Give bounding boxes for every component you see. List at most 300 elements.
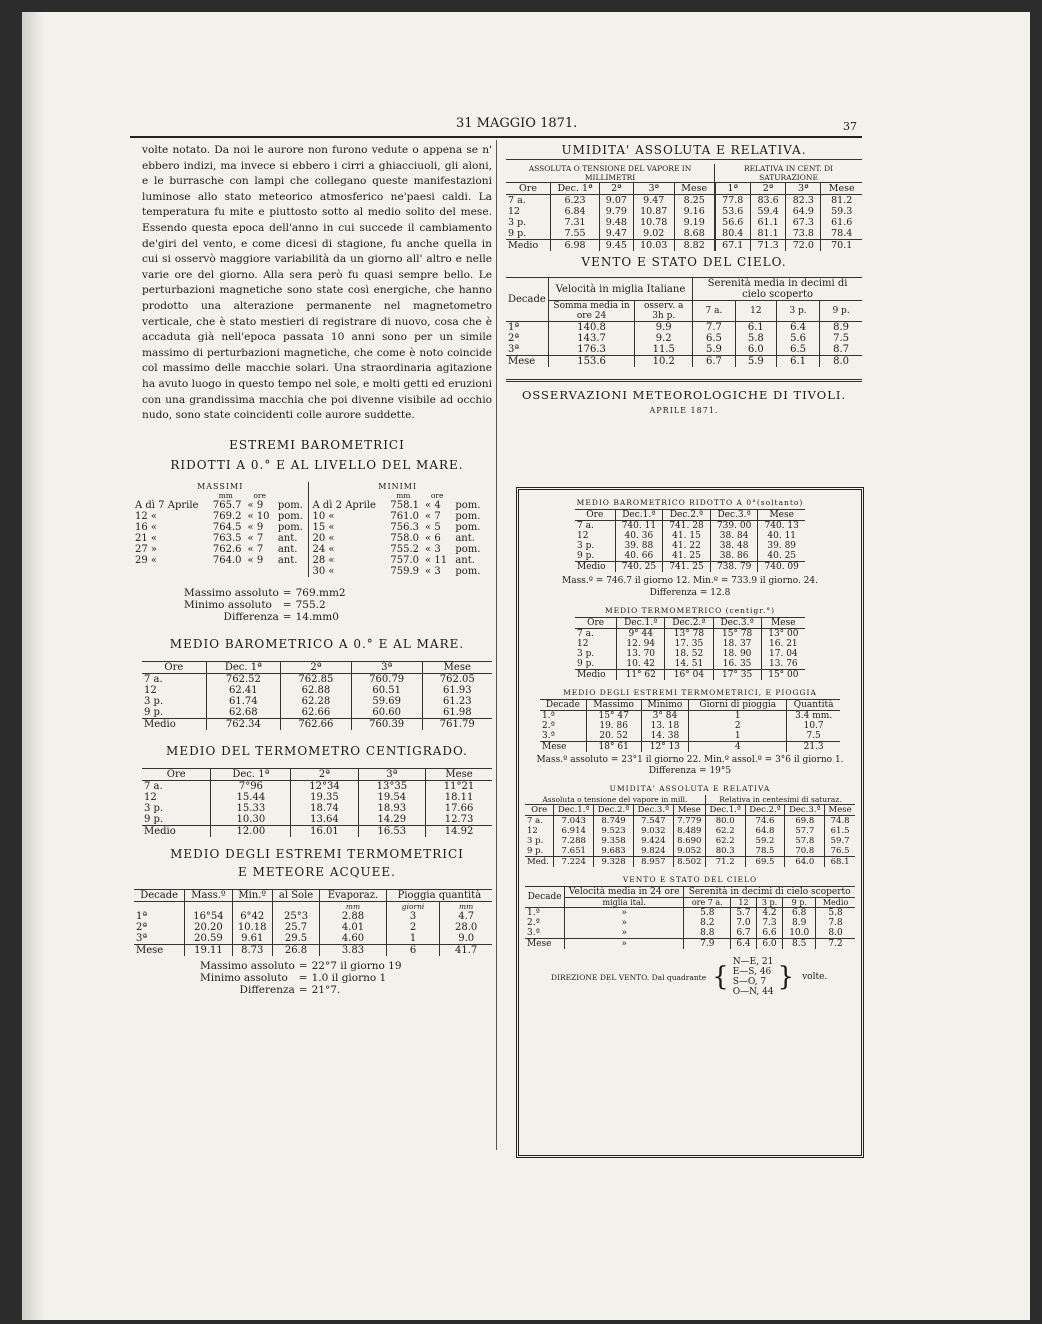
table-cell: 21.3	[787, 742, 840, 753]
table-row	[525, 908, 855, 919]
column-header: Mese	[674, 183, 714, 195]
table-cell: 9.424	[633, 836, 673, 846]
table-cell: 6.6	[756, 928, 783, 939]
table-cell: « 9	[247, 554, 264, 566]
table-cell: 11.5	[635, 344, 693, 356]
medio-baro-table	[142, 661, 492, 730]
table-cell: 8.489	[673, 826, 705, 836]
unit-ore: ore	[430, 490, 444, 500]
table-cell: 68.1	[825, 857, 855, 868]
table-cell: 762.66	[281, 718, 352, 730]
table-row	[142, 707, 492, 719]
table-cell: 757.0	[390, 554, 420, 566]
table-row	[525, 857, 855, 868]
table-cell: 10.0	[783, 928, 816, 939]
table-cell: 9.683	[594, 846, 634, 857]
table-cell: 78.4	[821, 228, 862, 240]
table-cell: 18.74	[291, 803, 358, 814]
table-cell: 19.54	[358, 792, 425, 803]
table-cell: 3	[386, 911, 440, 922]
table-cell: 56.6	[715, 217, 751, 228]
table-row	[506, 356, 862, 368]
table-cell: 14.92	[426, 825, 492, 837]
table-cell: 8.2	[684, 918, 731, 928]
table-row	[575, 551, 805, 562]
table-cell: 17. 04	[761, 649, 805, 659]
unit-cell: mm	[320, 901, 387, 911]
table-cell: 1.ª	[542, 711, 555, 721]
table-cell: « 5	[425, 521, 441, 533]
column-header: Dec.2.ª	[663, 510, 711, 521]
column-header: Ore	[506, 183, 550, 195]
table-cell: 10 «	[312, 510, 335, 522]
table-row	[132, 555, 486, 566]
table-cell: 38. 86	[710, 551, 758, 562]
table-cell: 758.0	[390, 532, 420, 544]
table-cell: 9.79	[600, 206, 633, 217]
summary-label: Massimo assoluto	[200, 959, 295, 972]
table-cell: 8.957	[633, 857, 673, 868]
table-cell: 9 p.	[527, 846, 544, 856]
estremi-subtitle: RIDOTTI A 0.° E AL LIVELLO DEL MARE.	[170, 457, 464, 472]
table-cell: 59.7	[825, 836, 855, 846]
table-cell: Mese	[525, 939, 565, 950]
summary-value: 755.2	[295, 598, 326, 611]
table-cell: 64.8	[745, 826, 785, 836]
table-cell: 39. 88	[615, 541, 663, 551]
table-cell: 40. 66	[615, 551, 663, 562]
table-cell: 17.66	[426, 803, 492, 814]
table-cell: 62.41	[206, 685, 280, 696]
estremi-title: ESTREMI BAROMETRICI	[229, 437, 405, 452]
table-cell: 15.33	[211, 803, 291, 814]
header-rule	[130, 136, 862, 138]
summary-value: 22°7 il giorno 19	[311, 959, 402, 972]
table-cell: 28.0	[440, 922, 492, 933]
tivoli-title: OSSERVAZIONI METEOROLOGICHE DI TIVOLI.	[521, 388, 847, 402]
column-header: Mese	[422, 661, 492, 673]
direzione-item: O—N, 44	[732, 987, 774, 997]
header-date: 31 MAGGIO 1871.	[456, 116, 578, 131]
column-header: Dec.1.ª	[705, 805, 745, 816]
table-cell: 40. 25	[758, 551, 805, 562]
table-cell: 16°54	[185, 911, 232, 922]
table-cell: 6.5	[776, 344, 819, 356]
tivoli-estremi-mass: Mass.º assoluto = 23°1 il giorno 22. Min.º assol.º = 3°6 il giorno 1.	[536, 755, 844, 765]
column-header: Pioggia quantità	[386, 889, 492, 901]
table-cell	[207, 566, 244, 577]
table-cell: 8.5	[783, 939, 816, 950]
tivoli-umid-title: UMIDITA' ASSOLUTA E RELATIVA	[609, 784, 771, 793]
table-cell: 7 a.	[577, 629, 594, 639]
medio-baro-title: MEDIO BAROMETRICO A 0.° E AL MARE.	[169, 636, 465, 651]
umidita-table	[506, 164, 862, 251]
table-cell: pom.	[275, 522, 309, 533]
column-subheader: 12	[735, 301, 776, 322]
table-cell: ant.	[275, 555, 309, 566]
table-cell: 16. 35	[713, 659, 761, 670]
table-cell: 6.1	[776, 356, 819, 368]
table-cell: 7.043	[554, 816, 594, 827]
table-cell: 40. 11	[758, 531, 805, 541]
table-cell: 3 p.	[144, 695, 164, 707]
table-cell: 7.7	[693, 322, 736, 334]
table-cell: 7.2	[816, 939, 855, 950]
table-cell: ant.	[455, 554, 475, 566]
column-header: Massimo	[586, 700, 641, 711]
table-cell: 17. 35	[665, 639, 713, 649]
table-cell: 7 a.	[508, 195, 526, 206]
table-cell: 2.ª	[542, 721, 555, 731]
table-cell: « 4	[425, 499, 441, 511]
table-cell: 755.2	[390, 543, 420, 555]
table-cell: 15° 78	[713, 629, 761, 640]
table-cell: A dì 2 Aprile	[312, 499, 376, 511]
unit-cell: mm	[440, 901, 492, 911]
table-cell: 40. 36	[615, 531, 663, 541]
table-cell: 7.5	[820, 333, 862, 344]
column-header: Ore	[142, 661, 206, 673]
tivoli-baro-diff: Differenza = 12.8	[649, 588, 731, 598]
table-cell: 39. 89	[758, 541, 805, 551]
table-row	[540, 721, 840, 731]
column-subheader: 3 p.	[776, 301, 819, 322]
column-header: Dec.1.ª	[554, 805, 594, 816]
table-cell: 6.4	[776, 322, 819, 334]
table-cell: 4.7	[440, 911, 492, 922]
table-cell: Medio	[142, 718, 206, 730]
table-cell: 17° 35	[713, 670, 761, 681]
table-cell: 9.032	[633, 826, 673, 836]
table-cell: 12°34	[291, 780, 358, 792]
column-header: Minimo	[641, 700, 689, 711]
table-cell: 69.5	[745, 857, 785, 868]
column-header: Mese	[758, 510, 805, 521]
table-row	[506, 333, 862, 344]
tv-header-decade: Decade	[525, 887, 565, 908]
table-cell: 12	[144, 791, 157, 803]
table-cell: 3.ª	[527, 928, 540, 938]
table-cell: 25.7	[272, 922, 319, 933]
table-cell: 762.85	[281, 673, 352, 685]
table-cell: « 7	[247, 532, 264, 544]
table-cell: 8.8	[684, 928, 731, 939]
table-cell: 5.9	[693, 344, 736, 356]
table-cell: 12	[577, 531, 589, 541]
table-cell: 9.61	[232, 933, 272, 945]
table-cell: Mese	[540, 742, 586, 753]
table-row	[575, 562, 805, 573]
table-cell: 9.19	[674, 217, 714, 228]
table-cell: 8.68	[674, 228, 714, 240]
column-header: Dec.1.ª	[615, 510, 663, 521]
table-cell: 764.5	[212, 521, 242, 533]
table-cell: 80.3	[705, 846, 745, 857]
column-header: Ore	[575, 618, 617, 629]
table-cell: 3 p.	[577, 541, 595, 551]
page-number: 37	[843, 120, 857, 133]
summary-label: Massimo assoluto	[184, 586, 279, 599]
estremi-termo-title: MEDIO DEGLI ESTREMI TERMOMETRICI	[170, 846, 464, 861]
table-cell: 7°96	[211, 780, 291, 792]
table-row	[506, 206, 862, 217]
medio-termo-table	[142, 768, 492, 837]
table-cell: 5.9	[735, 356, 776, 368]
table-cell: pom.	[455, 543, 481, 555]
table-cell: 153.6	[548, 356, 634, 368]
table-row	[142, 803, 492, 814]
table-row	[134, 922, 492, 933]
tivoli-baro-table	[575, 509, 805, 572]
table-row	[575, 670, 805, 681]
table-cell: 15.44	[211, 792, 291, 803]
table-cell: »	[565, 939, 684, 950]
table-cell: 6.0	[756, 939, 783, 950]
table-cell: « 7	[247, 543, 264, 555]
table-cell: 7.288	[554, 836, 594, 846]
table-cell: 762.34	[206, 718, 280, 730]
table-cell: 12.73	[426, 814, 492, 826]
table-row	[575, 659, 805, 670]
column-header: Giorni di pioggia	[689, 700, 787, 711]
table-cell: 7.8	[816, 918, 855, 928]
table-cell: 9 p.	[508, 228, 527, 239]
table-row	[132, 500, 486, 511]
estremi-termo-subtitle: E METEORE ACQUEE.	[238, 864, 396, 879]
table-cell: 10.78	[633, 217, 674, 228]
table-cell: 140.8	[548, 322, 634, 334]
table-cell: 15° 00	[761, 670, 805, 681]
table-cell: 6.7	[693, 356, 736, 368]
table-row	[142, 792, 492, 803]
vento-table	[506, 277, 862, 367]
tv-header-velocita: Velocità media in 24 ore	[565, 887, 684, 898]
table-cell: 13° 78	[665, 629, 713, 640]
table-cell: 7.3	[756, 918, 783, 928]
table-cell: 762.52	[206, 673, 280, 685]
table-row	[575, 649, 805, 659]
table-cell: 26.8	[272, 944, 319, 956]
table-row	[132, 511, 486, 522]
column-header: Mese	[825, 805, 855, 816]
table-cell	[245, 566, 275, 577]
table-cell: 20.20	[185, 922, 232, 933]
table-cell: 67.1	[715, 240, 751, 252]
table-cell: 71.3	[750, 240, 785, 252]
table-cell: 6	[386, 944, 440, 956]
table-cell: 5.8	[735, 333, 776, 344]
table-cell: 28 «	[312, 554, 335, 566]
tivoli-baro-mass: Mass.º = 746.7 il giorno 12. Min.º = 733.9 il giorno. 24.	[562, 576, 818, 586]
table-cell: 2.88	[320, 911, 387, 922]
tivoli-umid-group-a: Assoluta o tensione del vapore in mill.	[542, 795, 688, 804]
table-cell: 9.358	[594, 836, 634, 846]
table-cell: 73.8	[786, 228, 821, 240]
table-cell: 9.0	[440, 933, 492, 945]
column-header: Evaporaz.	[320, 889, 387, 901]
table-cell: 20 «	[312, 532, 335, 544]
direzione-vento: DIREZIONE DEL VENTO. Dal quadrante { N—E, 21 E—S, 46 S—O, 7 O—N, 44 } volte.	[551, 957, 828, 997]
table-row	[142, 814, 492, 826]
table-cell: 24 «	[312, 543, 335, 555]
table-cell: 1	[689, 711, 787, 722]
table-cell: 3.83	[320, 944, 387, 956]
umidita-group-assoluta: ASSOLUTA O TENSIONE DEL VAPORE IN MILLIMETRI	[528, 164, 692, 182]
table-cell: 18.93	[358, 803, 425, 814]
vento-header-velocita: Velocità in miglia Italiane	[548, 278, 692, 301]
table-cell: 77.8	[715, 195, 751, 207]
table-cell: 9.9	[635, 322, 693, 334]
column-header: Quantità	[787, 700, 840, 711]
column-header: al Sole	[272, 889, 319, 901]
table-cell: 9.824	[633, 846, 673, 857]
table-cell: 6.23	[550, 195, 599, 207]
table-cell: 62.2	[705, 826, 745, 836]
table-cell: 6.5	[693, 333, 736, 344]
table-cell: 5.8	[816, 908, 855, 919]
table-cell: 19.11	[185, 944, 232, 956]
table-cell: 7 a.	[527, 816, 543, 826]
table-cell: 16 «	[135, 521, 158, 533]
table-cell: 18. 37	[713, 639, 761, 649]
table-cell: 7.224	[554, 857, 594, 868]
table-cell: 8.7	[820, 344, 862, 356]
estremi-termo-summary: Massimo assoluto = 22°7 il giorno 19 Minimo assoluto = 1.0 il giorno 1 Differenza = 21°7.	[200, 959, 402, 996]
table-cell: 2.ª	[527, 918, 540, 928]
column-header: Decade	[540, 700, 586, 711]
table-row	[134, 911, 492, 922]
table-cell: 14. 51	[665, 659, 713, 670]
table-cell: 8.9	[820, 322, 862, 334]
table-cell: 27 »	[135, 543, 158, 555]
minimi-header: MINIMI	[378, 481, 418, 491]
vento-header-decade: Decade	[506, 278, 548, 322]
table-cell: 6.98	[550, 240, 599, 252]
table-cell: 3 p.	[527, 836, 544, 846]
column-header: 2ª	[750, 183, 785, 195]
table-cell: 12.00	[211, 825, 291, 837]
table-cell: « 10	[247, 510, 270, 522]
table-cell: 7.779	[673, 816, 705, 827]
summary-value: 14.mm0	[295, 610, 339, 623]
table-cell: 9 p.	[144, 706, 164, 718]
table-cell: 70.1	[821, 240, 862, 252]
table-cell: 7 a.	[577, 521, 594, 531]
table-cell: 10.2	[635, 356, 693, 368]
table-cell: 8.73	[232, 944, 272, 956]
summary-value: 21°7.	[311, 983, 341, 996]
table-cell: 3 p.	[577, 649, 595, 659]
table-cell: 78.5	[745, 846, 785, 857]
table-cell: 12	[577, 639, 589, 649]
table-cell: 29 «	[135, 554, 158, 566]
table-cell: 765.7	[212, 499, 242, 511]
table-cell: 81.2	[821, 195, 862, 207]
table-cell: 3.4 mm.	[787, 711, 840, 722]
table-cell: 6.7	[731, 928, 756, 939]
table-cell: 15° 47	[586, 711, 641, 722]
table-cell: 3 p.	[144, 802, 164, 814]
table-cell: 5.6	[776, 333, 819, 344]
table-cell: 25°3	[272, 911, 319, 922]
table-row	[132, 533, 486, 544]
table-cell: 741. 28	[663, 521, 711, 532]
table-cell: 20.59	[185, 933, 232, 945]
table-row	[506, 217, 862, 228]
column-subheader: 12	[731, 898, 756, 908]
table-cell: 62.66	[281, 707, 352, 719]
table-row	[575, 521, 805, 532]
table-row	[132, 544, 486, 555]
tivoli-estremi-diff: Differenza = 19°5	[648, 766, 732, 776]
table-cell: 16° 04	[665, 670, 713, 681]
column-subheader: 3 p.	[756, 898, 783, 908]
table-cell: Medio	[575, 670, 617, 681]
table-cell: 3 p.	[508, 217, 527, 228]
table-cell: 6.914	[554, 826, 594, 836]
table-cell: 4	[689, 742, 787, 753]
table-row	[575, 639, 805, 649]
table-row	[142, 825, 492, 837]
table-cell: 4.60	[320, 933, 387, 945]
column-header: Ore	[525, 805, 554, 816]
column-header: Dec.2.ª	[745, 805, 785, 816]
table-cell: 2ª	[136, 921, 148, 933]
medio-termo-title: MEDIO DEL TERMOMETRO CENTIGRADO.	[166, 743, 468, 758]
column-subheader: 7 a.	[693, 301, 736, 322]
column-header: 3ª	[351, 661, 422, 673]
table-cell: Medio	[142, 825, 211, 837]
table-cell: 18. 90	[713, 649, 761, 659]
table-cell: « 3	[425, 565, 441, 577]
table-cell: 758.1	[390, 499, 420, 511]
table-cell: 6.84	[550, 206, 599, 217]
table-cell: 69.8	[785, 816, 825, 827]
column-header: Mese	[761, 618, 805, 629]
table-row	[506, 195, 862, 207]
tivoli-umid-group-b: Relativa in centesimi di saturaz.	[705, 795, 855, 805]
table-cell: « 7	[425, 510, 441, 522]
table-cell: 8.0	[816, 928, 855, 939]
table-cell: 762.6	[212, 543, 242, 555]
table-cell: 16.53	[358, 825, 425, 837]
table-cell: 9 p.	[144, 813, 164, 825]
table-cell: 10.30	[211, 814, 291, 826]
table-cell: 3.ª	[542, 731, 555, 741]
table-row	[525, 826, 855, 836]
column-header: 3ª	[633, 183, 674, 195]
table-cell: 62.68	[206, 707, 280, 719]
table-cell: 81.1	[750, 228, 785, 240]
vento-header-serenita: Serenità media in decimi di cielo scoperto	[693, 278, 862, 301]
unit-cell	[272, 901, 319, 911]
table-cell: 8.25	[674, 195, 714, 207]
table-cell: 5.8	[684, 908, 731, 919]
massimi-header: MASSIMI	[132, 482, 309, 491]
column-header: Dec.3.ª	[713, 618, 761, 629]
tivoli-termo-title: MEDIO TERMOMETRICO (centigr.°)	[604, 606, 776, 615]
table-cell: 9.328	[594, 857, 634, 868]
right-column	[506, 143, 862, 415]
table-row	[506, 240, 862, 252]
table-row	[142, 696, 492, 707]
table-cell: 61.98	[422, 707, 492, 719]
column-header: Min.º	[232, 889, 272, 901]
table-cell: 19. 86	[586, 721, 641, 731]
table-cell: pom.	[275, 500, 309, 511]
column-header: 3ª	[786, 183, 821, 195]
table-cell: 8.749	[594, 816, 634, 827]
